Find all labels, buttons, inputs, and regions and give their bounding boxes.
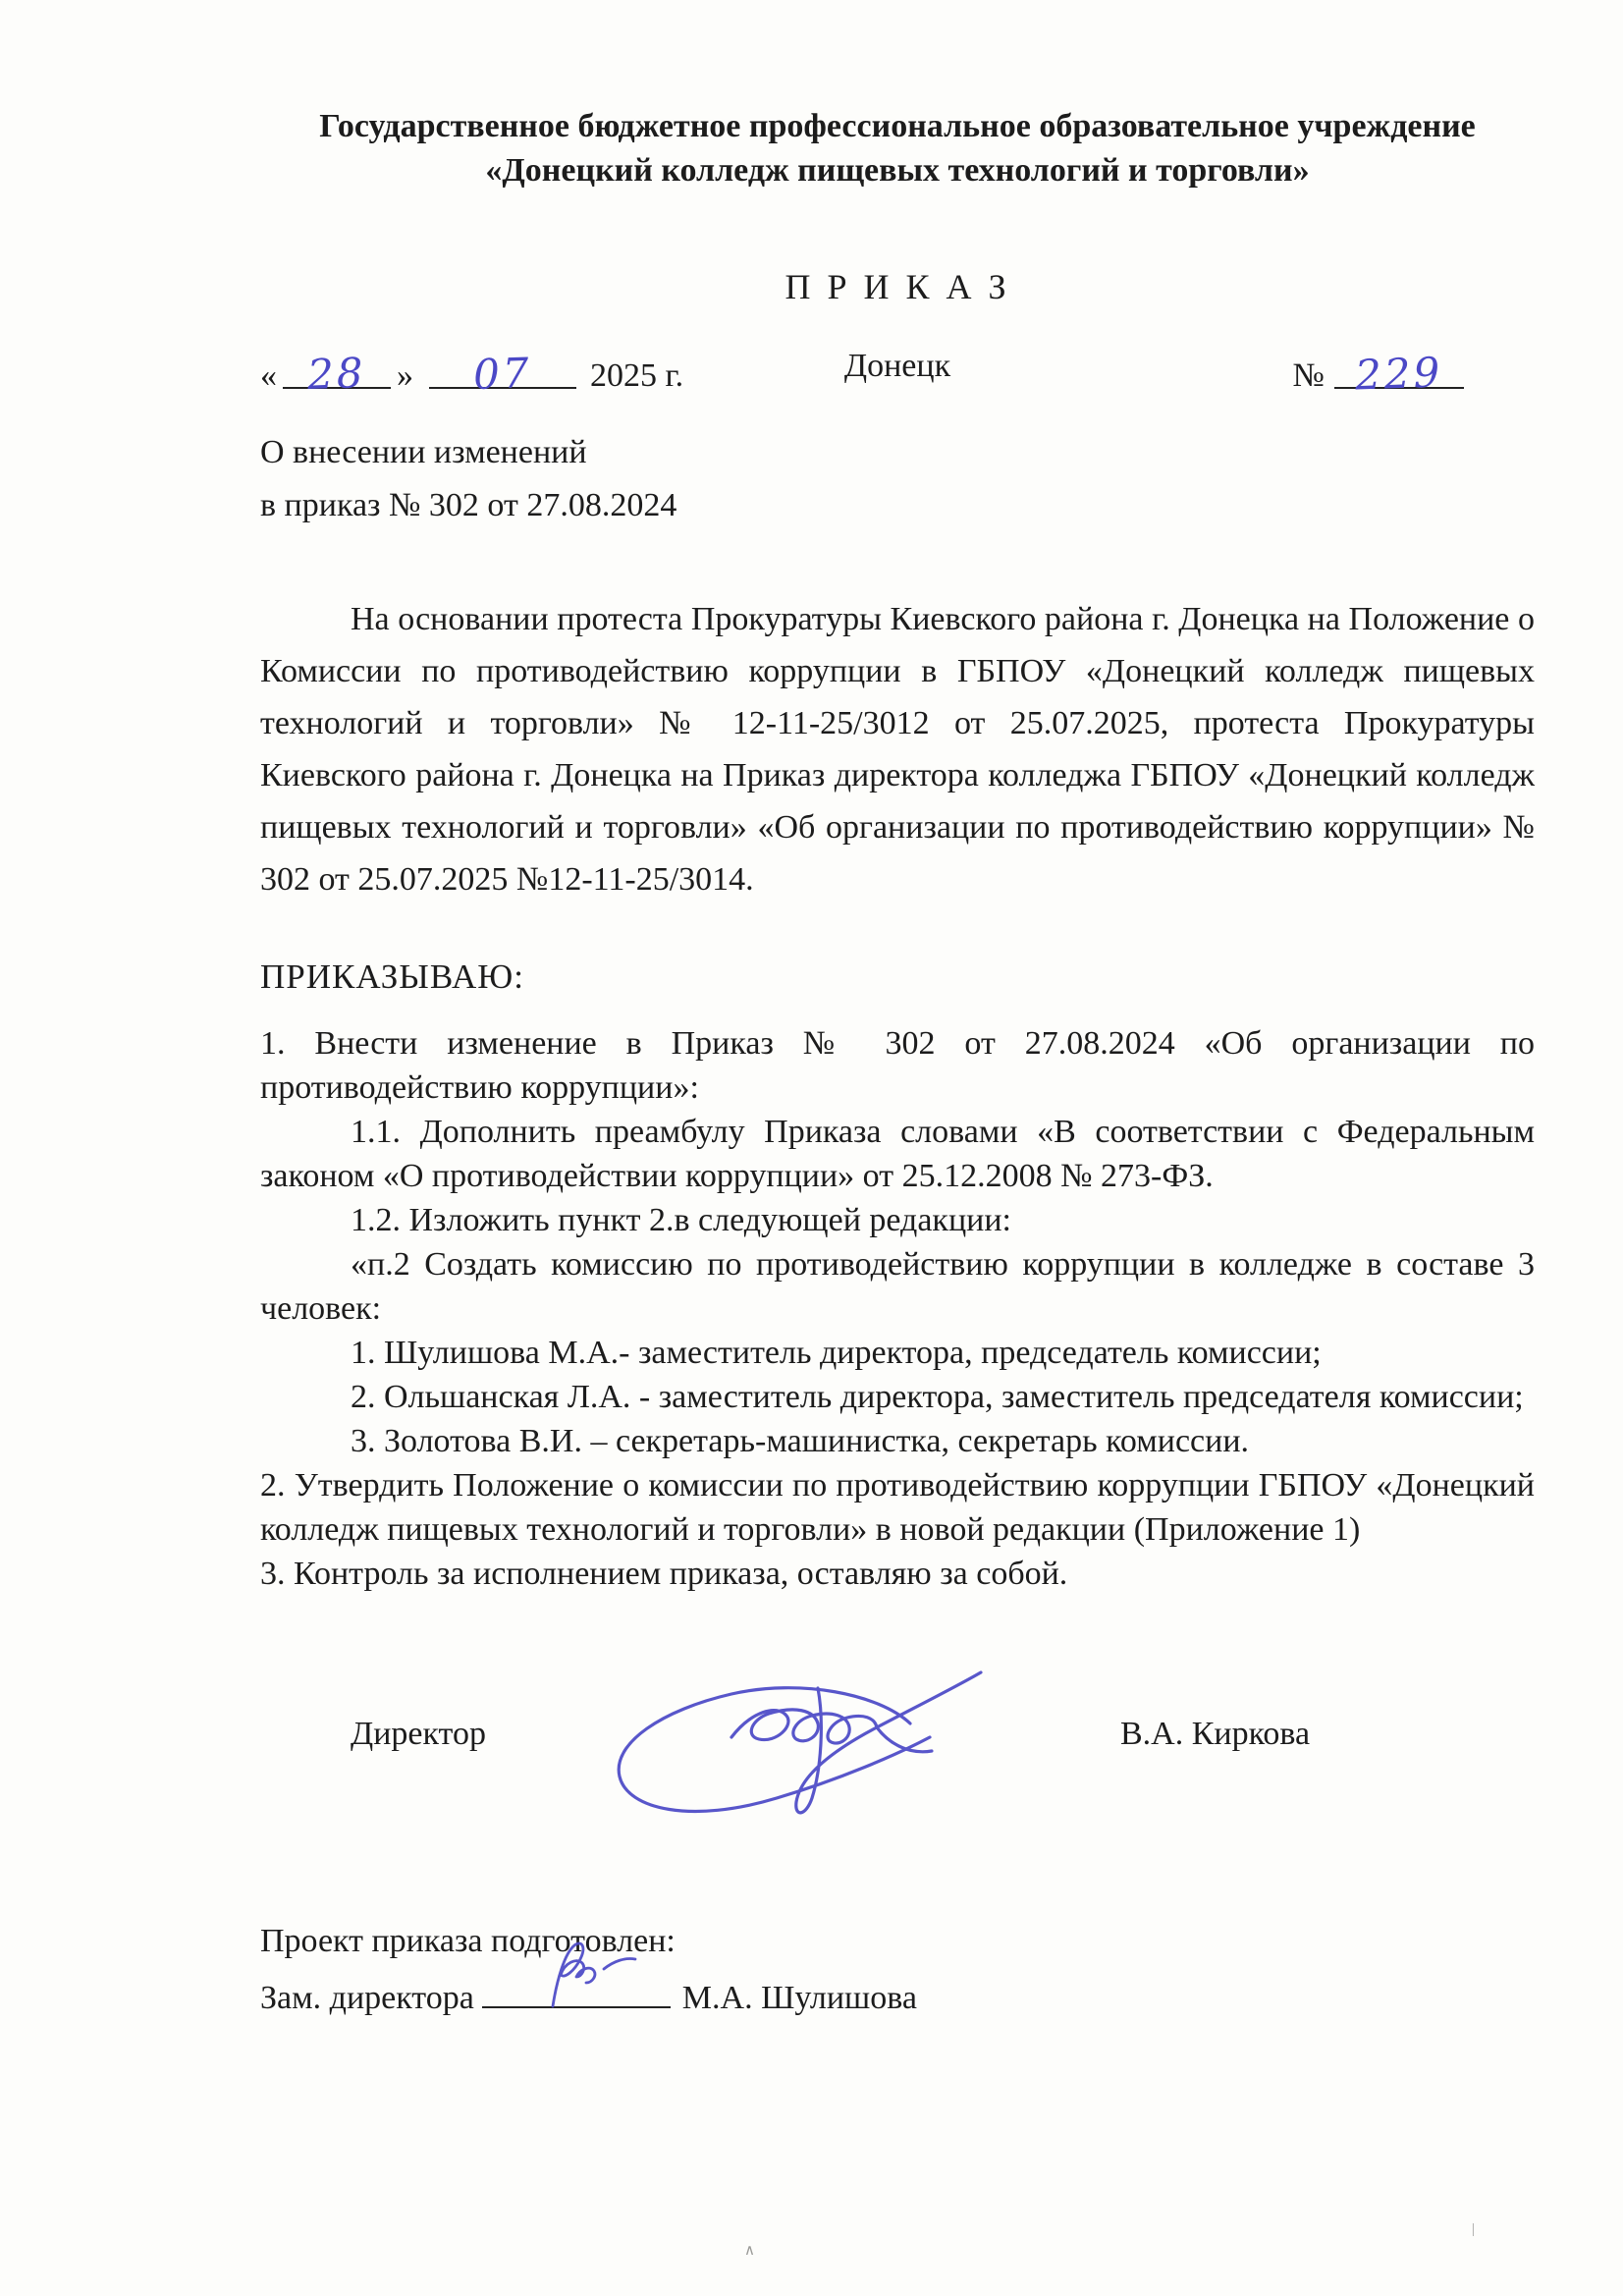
- director-signature-icon: [584, 1661, 997, 1867]
- number-sign: №: [1292, 357, 1325, 394]
- handwritten-day: 28: [306, 348, 367, 400]
- order-clause: 1.2. Изложить пункт 2.в следующей редакции:: [351, 1202, 1011, 1238]
- date-year: 2025 г.: [590, 357, 684, 394]
- prepared-by-block: [260, 1914, 1535, 2026]
- number-blank: [1334, 348, 1464, 400]
- prepared-by-position: Зам. директора: [260, 1980, 474, 2016]
- order-clause: «п.2 Создать комиссию по противодействию коррупции в колледже в составе 3 человек:: [260, 1246, 1535, 1327]
- handwritten-month: 07: [472, 348, 533, 400]
- document-content: [260, 0, 1535, 2026]
- organization-header: [260, 104, 1535, 192]
- order-city: Донецк: [843, 348, 951, 384]
- scan-artifact: |: [1471, 2221, 1476, 2237]
- prepared-by-line: [260, 1969, 1535, 2026]
- scan-artifact: ∧: [744, 2243, 755, 2259]
- date-close-quote: »: [397, 357, 413, 394]
- date-open-quote: «: [260, 357, 277, 394]
- order-clause: 2. Ольшанская Л.А. - заместитель директора, заместитель председателя комиссии;: [351, 1379, 1524, 1415]
- prepared-label: Проект приказа подготовлен:: [260, 1923, 676, 1959]
- deputy-signature-icon: [523, 1934, 651, 2016]
- signature-block: [260, 1686, 1535, 1873]
- handwritten-number: 229: [1354, 348, 1444, 400]
- prepared-by-name: М.А. Шулишова: [681, 1980, 917, 2016]
- order-preamble: На основании протеста Прокуратуры Киевского района г. Донецка на Положение о Комиссии по противодействию коррупции в ГБПОУ «Донецкий колледж пищевых технологий и торговли» № 12-11-25/3012 от 25.07.2025, протеста Прокуратуры Киевского района г. Донецка на Приказ директора колледжа ГБПОУ «Донецкий колледж пищевых технологий и торговли» «Об организации по противодействию коррупции» № 302 от 25.07.2025 №12-11-25/3014.: [260, 601, 1535, 898]
- order-clause: 1. Внести изменение в Приказ № 302 от 27.08.2024 «Об организации по противодействию коррупции»:: [260, 1025, 1535, 1106]
- order-clause: 1.1. Дополнить преамбулу Приказа словами «В соответствии с Федеральным законом «О противодействии коррупции» от 25.12.2008 № 273-ФЗ.: [260, 1114, 1535, 1194]
- prepared-signature-blank: [482, 1969, 671, 2008]
- signatory-name: В.А. Киркова: [1120, 1716, 1311, 1752]
- order-clause: 3. Золотова В.И. – секретарь-машинистка, секретарь комиссии.: [351, 1423, 1250, 1459]
- order-number: [1292, 348, 1464, 400]
- order-meta-row: [260, 342, 1535, 399]
- order-subject: [260, 426, 1535, 532]
- organization-name-line2: «Донецкий колледж пищевых технологий и торговли»: [485, 152, 1310, 189]
- subject-line1: О внесении изменений: [260, 434, 587, 470]
- order-clause: 3. Контроль за исполнением приказа, оставляю за собой.: [260, 1556, 1068, 1592]
- organization-name-line1: Государственное бюджетное профессиональное образовательное учреждение: [319, 108, 1476, 144]
- order-clause: 2. Утвердить Положение о комиссии по противодействию коррупции ГБПОУ «Донецкий колледж пищевых технологий и торговли» в новой редакции (Приложение 1): [260, 1467, 1535, 1548]
- resolution-heading: ПРИКАЗЫВАЮ:: [260, 957, 524, 996]
- signatory-position: Директор: [351, 1716, 486, 1752]
- order-clause: 1. Шулишова М.А.- заместитель директора, председатель комиссии;: [351, 1335, 1322, 1371]
- document-title: П Р И К А З: [784, 267, 1010, 306]
- order-clauses: [260, 1021, 1535, 1596]
- subject-line2: в приказ № 302 от 27.08.2024: [260, 487, 677, 523]
